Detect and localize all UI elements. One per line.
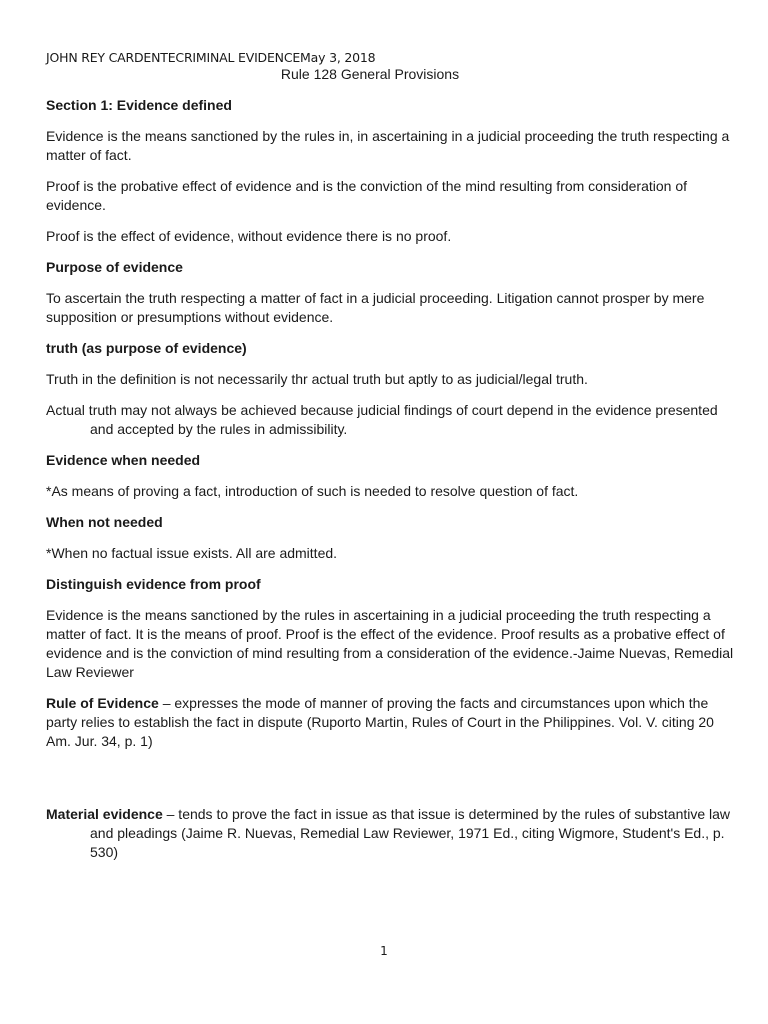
section-heading: Evidence when needed — [46, 452, 201, 468]
paragraph: Evidence is the means sanctioned by the rules in, in ascertaining in a judicial proceeding the truth respecting a matter of fact. — [46, 128, 730, 163]
section-heading: Purpose of evidence — [46, 259, 183, 275]
definition-term: Material evidence — [46, 806, 163, 822]
section-heading: Distinguish evidence from proof — [46, 576, 261, 592]
document-header: JOHN REY CARDENTECRIMINAL EVIDENCEMay 3, 2018 — [46, 50, 376, 65]
definition-text: – expresses the mode of manner of proving the facts and circumstances upon which the party relies to establish the fact in dispute (Ruporto Martin, Rules of Court in the Philippines. Vol. V. citing 20 Am. Jur. 34, p. 1) — [46, 695, 714, 749]
section-heading: truth (as purpose of evidence) — [46, 340, 247, 356]
paragraph: *As means of proving a fact, introduction of such is needed to resolve question of fact. — [46, 483, 579, 499]
paragraph: Evidence is the means sanctioned by the rules in ascertaining in a judicial proceeding the truth respecting a matter of fact. It is the means of proof. Proof is the effect of the evidence. Proof results as a probative effect of evidence and is the conviction of mind resulting from a consideration of the evidence.-Jaime Nuevas, Remedial Law Reviewer — [46, 607, 734, 680]
paragraph: Actual truth may not always be achieved because judicial findings of court depend in the evidence presented and accepted by the rules in admissibility. — [46, 402, 718, 437]
paragraph: Truth in the definition is not necessarily thr actual truth but aptly to as judicial/legal truth. — [46, 371, 588, 387]
definition-material-evidence — [46, 805, 736, 862]
section-heading: When not needed — [46, 514, 163, 530]
paragraph: Proof is the probative effect of evidence and is the conviction of the mind resulting from consideration of evidence. — [46, 178, 687, 213]
definition-text: – tends to prove the fact in issue as that issue is determined by the rules of substantive law and pleadings (Jaime R. Nuevas, Remedial Law Reviewer, 1971 Ed., citing Wigmore, Student's Ed., p. 530) — [90, 806, 731, 860]
definition-term: Rule of Evidence — [46, 695, 159, 711]
document-body — [46, 96, 736, 874]
page-number: 1 — [380, 944, 388, 958]
document-subtitle: Rule 128 General Provisions — [280, 66, 460, 82]
paragraph: Proof is the effect of evidence, without evidence there is no proof. — [46, 228, 452, 244]
paragraph: To ascertain the truth respecting a matter of fact in a judicial proceeding. Litigation cannot prosper by mere supposition or presumptions without evidence. — [46, 290, 705, 325]
section-heading: Section 1: Evidence defined — [46, 97, 232, 113]
paragraph: *When no factual issue exists. All are admitted. — [46, 545, 338, 561]
spacer — [46, 763, 736, 805]
definition-rule-of-evidence — [46, 694, 736, 751]
